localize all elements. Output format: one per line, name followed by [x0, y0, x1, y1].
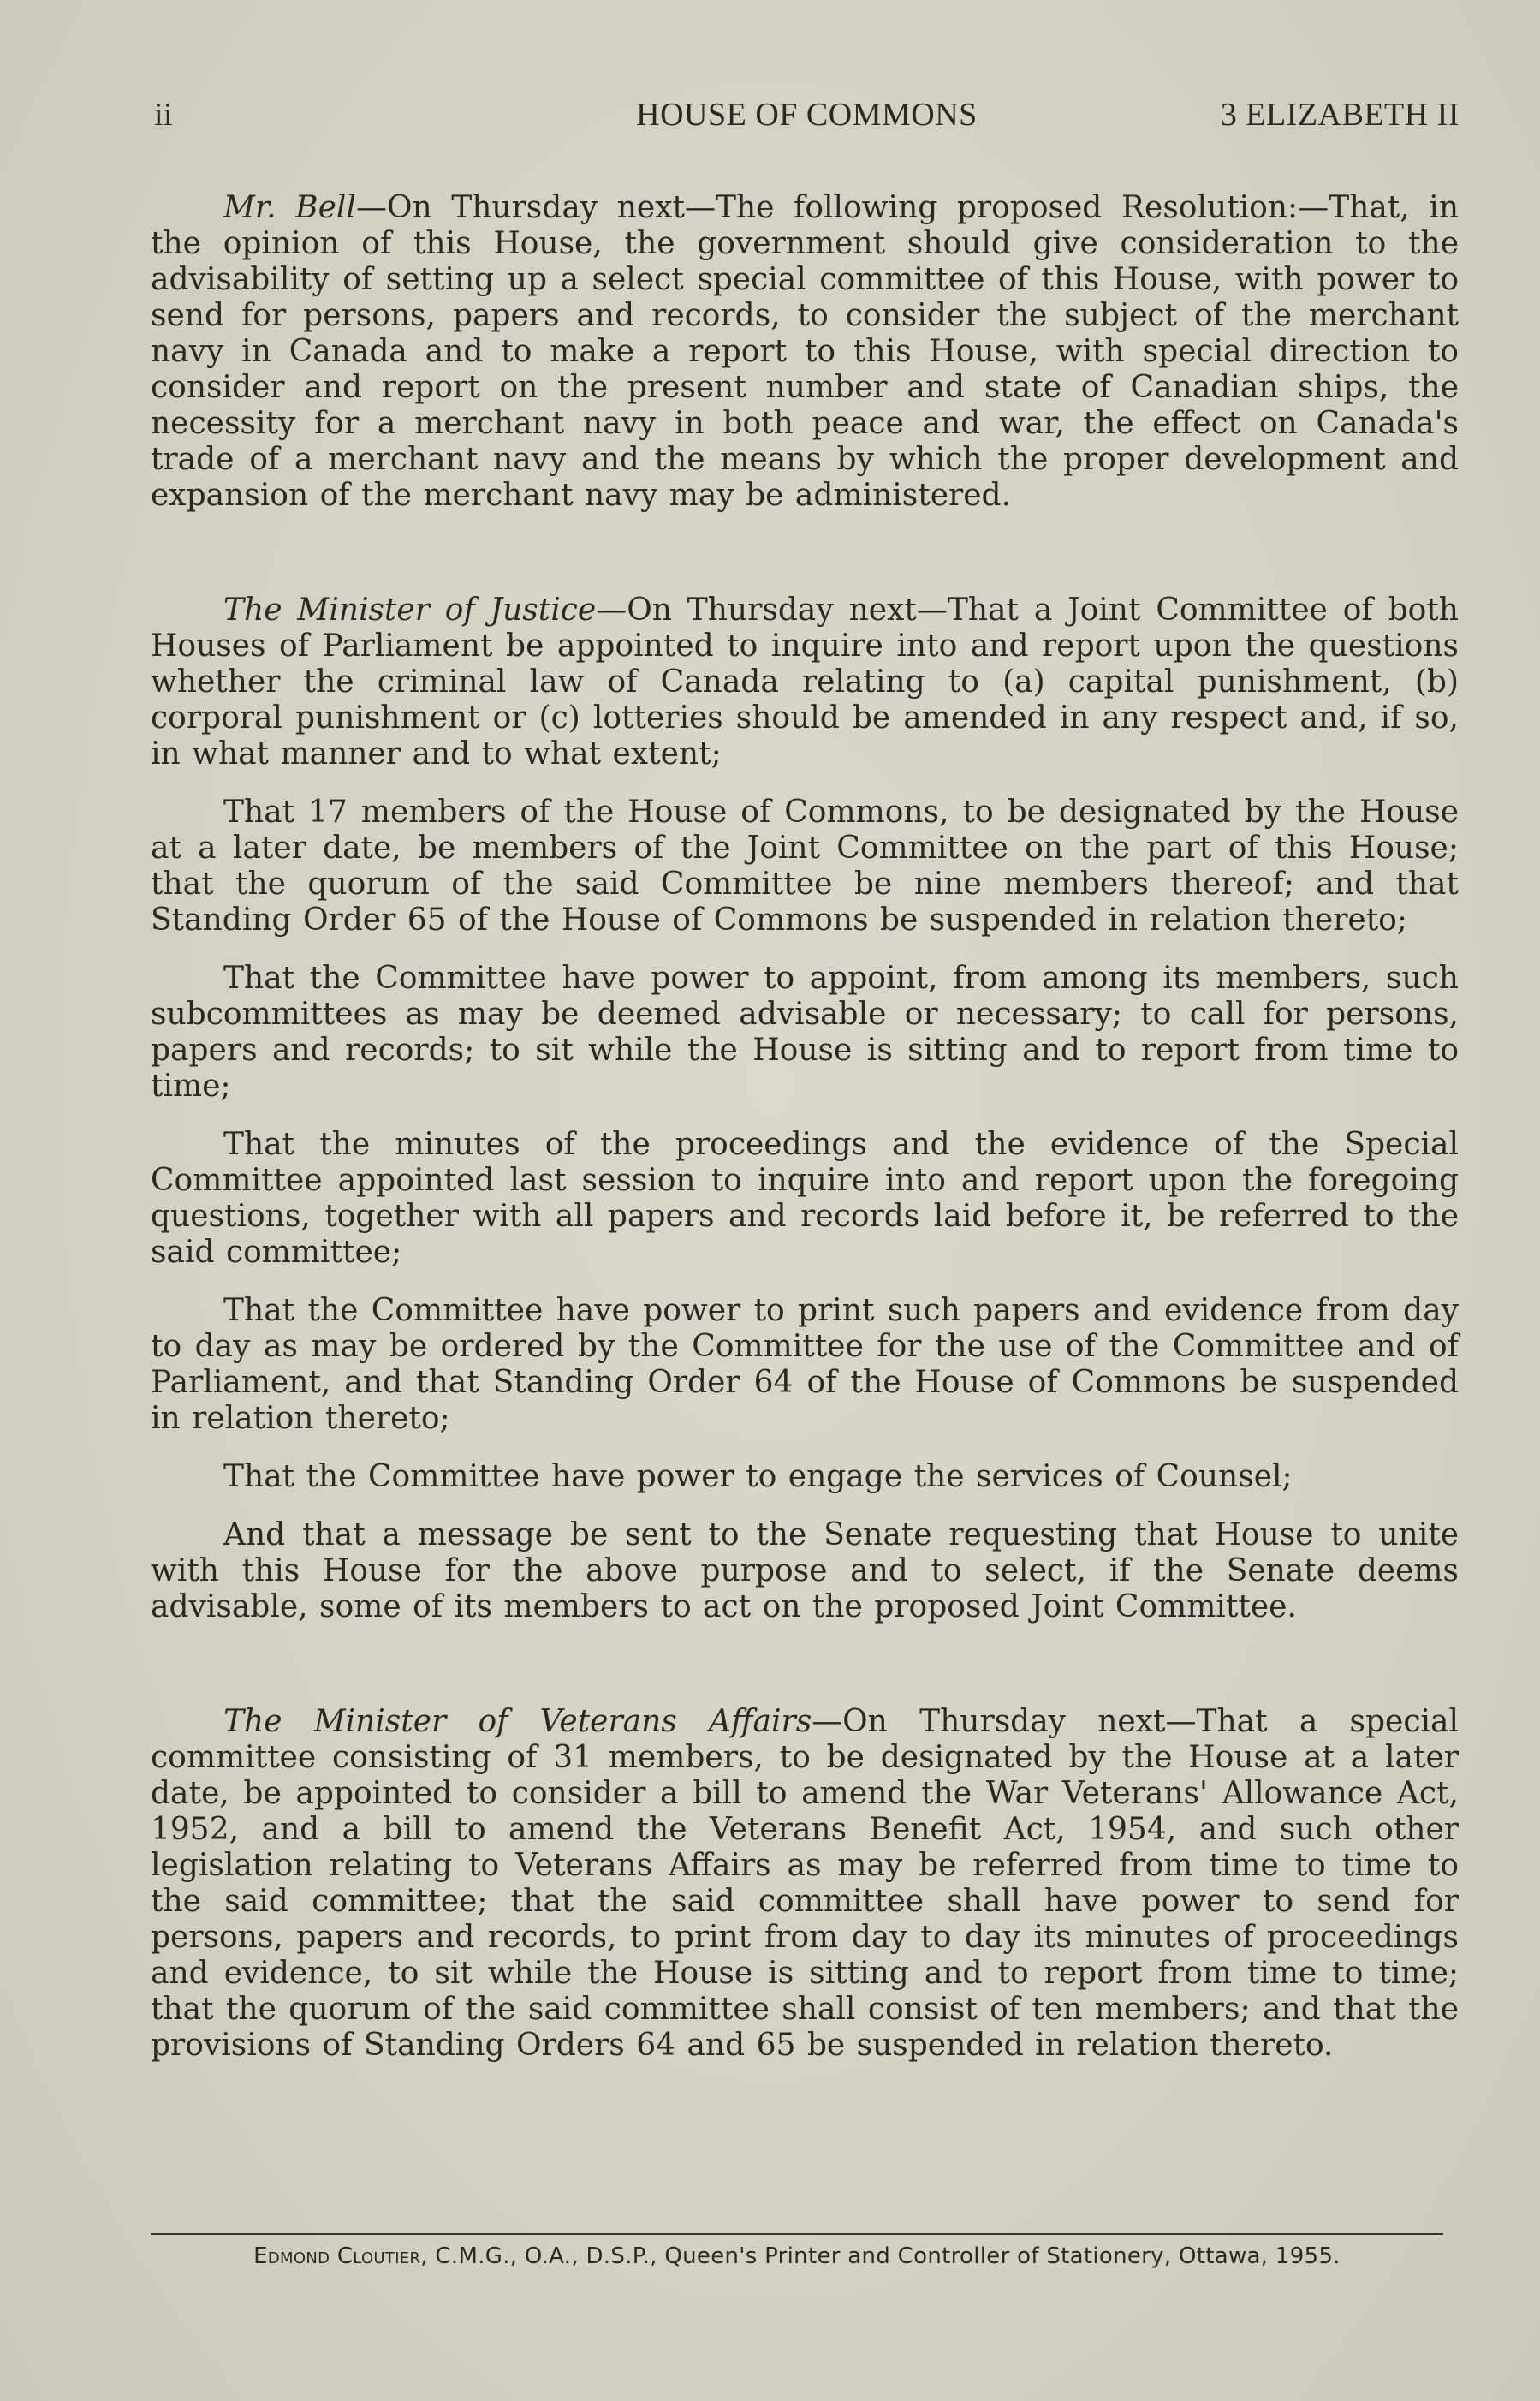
notice-text: —On Thursday next—That a Joint Committee of both Houses of Parliament be appointed to inquire into and report upon the questions whether the criminal law of Canada relating to (a) capital punishment, (b) corporal punishment or (c) lotteries should be amended in any respect and, if so, in what manner and to what extent; — [151, 593, 1459, 772]
notices-body — [151, 190, 1459, 2064]
footer-rule — [151, 2233, 1443, 2235]
notice-minister-of-justice — [151, 593, 1459, 772]
resolution-paragraph: That the Committee have power to print such papers and evidence from day to day as may be ordered by the Committee for the use of the Committee and of Parliament, and that Standing Order 64 of the House of Commons be suspended in relation thereto; — [151, 1293, 1459, 1436]
notice-text: —On Thursday next—The following proposed Resolution:—That, in the opinion of this House, the government should give consideration to the advisability of setting up a select special committee of this House, with power to send for persons, papers and records, to consider the subject of the merchant navy in Canada and to make a report to this House, with special direction to consider and report on the present number and state of Canadian ships, the necessity for a merchant navy in both peace and war, the effect on Canada's trade of a merchant navy and the means by which the proper development and expansion of the merchant navy may be administered. — [151, 190, 1459, 513]
speaker-name: Mr. Bell — [223, 190, 356, 225]
speaker-name: The Minister of Justice — [223, 593, 597, 628]
notice-minister-of-veterans-affairs — [151, 1704, 1459, 2064]
resolution-paragraph: That the Committee have power to appoint, from among its members, such subcommittees as may be deemed advisable or necessary; to call for persons, papers and records; to sit while the House is sitting and to report from time to time; — [151, 961, 1459, 1104]
printer-name: Edmond Cloutier — [253, 2243, 421, 2269]
printer-details: , C.M.G., O.A., D.S.P., Queen's Printer and Controller of Stationery, Ottawa, 1955. — [420, 2243, 1341, 2269]
page-number: ii — [154, 97, 174, 133]
regnal-year: 3 ELIZABETH II — [1220, 97, 1460, 133]
notice-bell — [151, 190, 1459, 514]
running-header — [154, 96, 1460, 147]
resolution-paragraph: That the minutes of the proceedings and the evidence of the Special Committee appointed last session to inquire into and report upon the foregoing questions, together with all papers and records laid before it, be referred to the said committee; — [151, 1127, 1459, 1270]
resolution-paragraph: That 17 members of the House of Commons, to be designated by the House at a later date, be members of the Joint Committee on the part of this House; that the quorum of the said Committee be nine members thereof; and that Standing Order 65 of the House of Commons be suspended in relation thereto; — [151, 795, 1459, 938]
speaker-name: The Minister of Veterans Affairs — [223, 1704, 812, 1739]
resolution-paragraph: That the Committee have power to engage the services of Counsel; — [223, 1459, 1293, 1494]
printer-imprint — [151, 2243, 1443, 2269]
publication-title: HOUSE OF COMMONS — [636, 97, 978, 133]
notice-text: —On Thursday next—That a special committee consisting of 31 members, to be designated by the House at a later date, be appointed to consider a bill to amend the War Veterans' Allowance Act, 1952, and a bill to amend the Veterans Benefit Act, 1954, and such other legislation relating to Veterans Affairs as may be referred from time to time to the said committee; that the said committee shall have power to send for persons, papers and records, to print from day to day its minutes of proceedings and evidence, to sit while the House is sitting and to report from time to time; that the quorum of the said committee shall consist of ten members; and that the provisions of Standing Orders 64 and 65 be suspended in relation thereto. — [151, 1704, 1459, 2063]
resolution-paragraph: And that a message be sent to the Senate requesting that House to unite with this House for the above purpose and to select, if the Senate deems advisable, some of its members to act on the proposed Joint Committee. — [151, 1517, 1459, 1624]
